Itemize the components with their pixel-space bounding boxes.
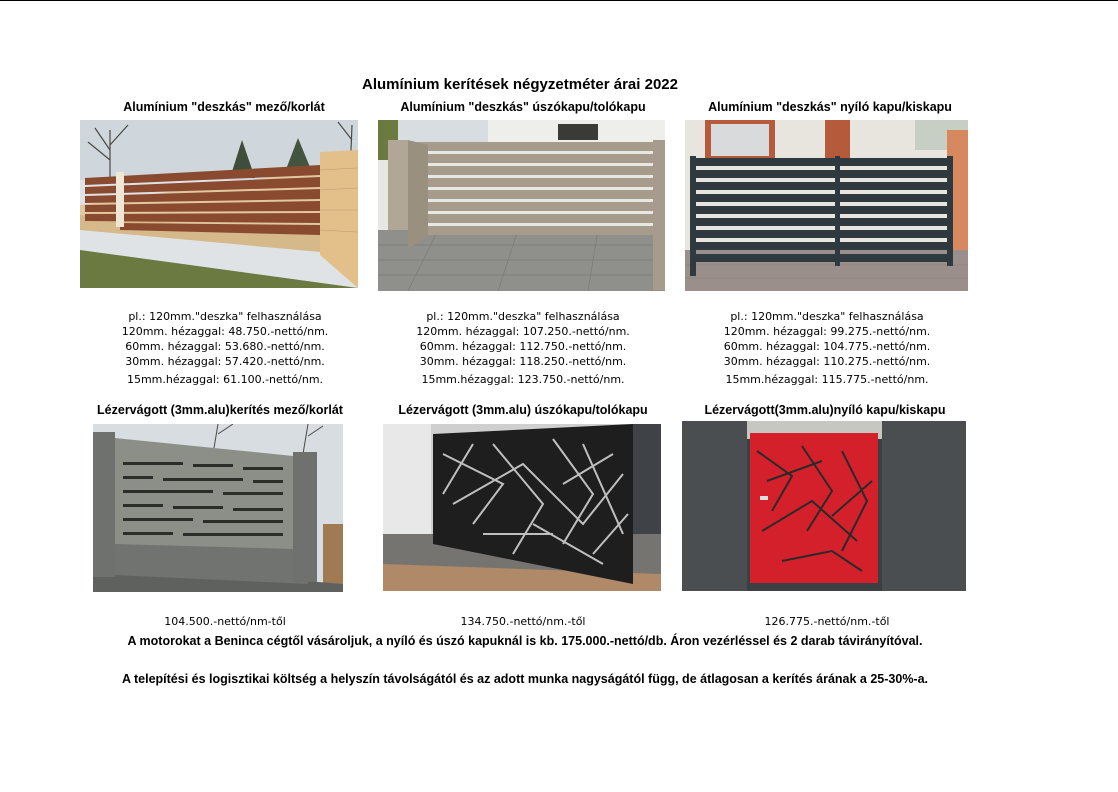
price-line: 15mm.hézaggal: 123.750.-nettó/nm. xyxy=(421,373,625,386)
prices-slat-swing-gate xyxy=(682,309,972,387)
note-motors: A motorokat a Beninca cégtől vásároljuk, a nyíló és úszó kapuknál is kb. 175.000.-nettó/db. Áron vezérléssel és 2 darab távirányítóval. xyxy=(127,634,923,648)
heading-slat-swing-gate: Alumínium "deszkás" nyíló kapu/kiskapu xyxy=(708,100,952,114)
price-laser-swing-gate: 126.775.-nettó/nm.-től xyxy=(764,615,890,628)
price-laser-sliding-gate: 134.750.-nettó/nm.-től xyxy=(460,615,586,628)
heading-laser-sliding-gate: Lézervágott (3mm.alu) úszókapu/tolókapu xyxy=(398,403,648,417)
usage-note: pl.: 120mm."deszka" felhasználása xyxy=(128,310,322,323)
price-line: 30mm. hézaggal: 57.420.-nettó/nm. xyxy=(125,355,325,368)
usage-note: pl.: 120mm."deszka" felhasználása xyxy=(730,310,924,323)
photo-laser-swing-gate xyxy=(682,421,966,591)
price-line: 15mm.hézaggal: 61.100.-nettó/nm. xyxy=(126,373,324,386)
price-line: 60mm. hézaggal: 53.680.-nettó/nm. xyxy=(125,340,325,353)
price-line: 120mm. hézaggal: 107.250.-nettó/nm. xyxy=(416,325,630,338)
price-line: 60mm. hézaggal: 112.750.-nettó/nm. xyxy=(419,340,627,353)
heading-slat-sliding-gate: Alumínium "deszkás" úszókapu/tolókapu xyxy=(400,100,646,114)
photo-laser-sliding-gate xyxy=(383,424,661,591)
price-line: 30mm. hézaggal: 118.250.-nettó/nm. xyxy=(419,355,627,368)
usage-note: pl.: 120mm."deszka" felhasználása xyxy=(426,310,620,323)
photo-laser-fence xyxy=(93,424,343,592)
photo-slat-swing-gate xyxy=(685,120,968,291)
heading-slat-fence: Alumínium "deszkás" mező/korlát xyxy=(123,100,325,114)
price-line: 15mm.hézaggal: 115.775.-nettó/nm. xyxy=(725,373,929,386)
price-line: 120mm. hézaggal: 48.750.-nettó/nm. xyxy=(121,325,329,338)
heading-laser-swing-gate: Lézervágott(3mm.alu)nyíló kapu/kiskapu xyxy=(704,403,946,417)
price-laser-fence: 104.500.-nettó/nm-től xyxy=(164,615,286,628)
heading-laser-fence: Lézervágott (3mm.alu)kerítés mező/korlát xyxy=(97,403,343,417)
page-title: Alumínium kerítések négyzetméter árai 2022 xyxy=(362,76,678,93)
photo-slat-sliding-gate xyxy=(378,120,665,291)
note-installation: A telepítési és logisztikai költség a helyszín távolságától és az adott munka nagyságától függ, de átlagosan a kerítés árának a 25-30%-a. xyxy=(121,672,929,686)
photo-slat-fence xyxy=(80,120,358,288)
price-line: 60mm. hézaggal: 104.775.-nettó/nm. xyxy=(723,340,931,353)
top-border-line xyxy=(0,0,1118,1)
price-line: 30mm. hézaggal: 110.275.-nettó/nm. xyxy=(723,355,931,368)
prices-slat-fence xyxy=(80,309,370,387)
prices-slat-sliding-gate xyxy=(378,309,668,387)
price-line: 120mm. hézaggal: 99.275.-nettó/nm. xyxy=(723,325,931,338)
